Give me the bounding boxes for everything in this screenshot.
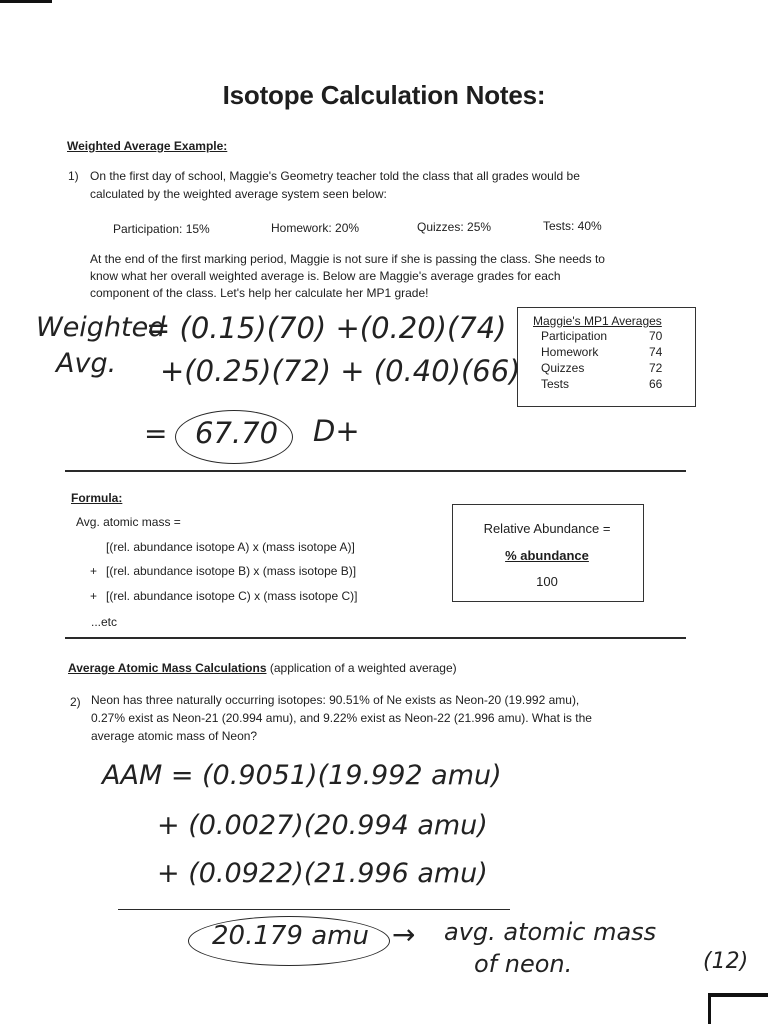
handwritten-sum-line — [118, 909, 510, 910]
handwritten-page-number: (12) — [703, 949, 749, 974]
weight-tests: Tests: 40% — [543, 219, 602, 233]
mp1-row-tests — [541, 377, 671, 391]
neon-question-line-1: Neon has three naturally occurring isotopes: 90.51% of Ne exists as Neon-20 (19.992 amu), — [91, 693, 580, 707]
mp1-row-label: Homework — [541, 345, 599, 359]
page-title: Isotope Calculation Notes: — [222, 80, 546, 110]
formula-line-b: [(rel. abundance isotope B) x (mass isotope B)] — [106, 564, 357, 578]
formula-lead: Avg. atomic mass = — [76, 515, 181, 529]
formula-heading: Formula: — [71, 491, 123, 505]
paragraph-line-1: At the end of the first marking period, Maggie is not sure if she is passing the class. She needs to — [90, 252, 605, 266]
section-divider-1 — [65, 470, 686, 472]
handwritten-avg-label: Avg. — [56, 348, 117, 379]
aam-heading: Average Atomic Mass Calculations — [68, 661, 267, 675]
scan-edge-top-left — [0, 0, 52, 3]
formula-plus-c: + — [90, 589, 98, 603]
relative-abundance-numerator: % abundance — [505, 548, 589, 563]
formula-plus-b: + — [90, 564, 98, 578]
neon-question-line-2: 0.27% exist as Neon-21 (20.994 amu), and 9.22% exist as Neon-22 (21.996 amu). What is the — [91, 711, 592, 725]
aam-heading-line — [68, 660, 457, 676]
weight-quizzes: Quizzes: 25% — [417, 220, 492, 234]
relative-abundance-denominator: 100 — [536, 574, 558, 589]
mp1-row-label: Quizzes — [541, 361, 585, 375]
mp1-row-value: 74 — [649, 345, 663, 359]
handwritten-note-line-2: of neon. — [474, 950, 573, 978]
mp1-row-label: Tests — [541, 377, 570, 391]
intro-line-1: On the first day of school, Maggie's Geometry teacher told the class that all grades would be — [90, 169, 580, 183]
handwritten-aam-result: 20.179 amu — [212, 921, 369, 951]
weighted-example-heading: Weighted Average Example: — [67, 139, 228, 153]
question-number-2: 2) — [70, 695, 81, 709]
mp1-table-title: Maggie's MP1 Averages — [533, 314, 662, 328]
relative-abundance-label: Relative Abundance = — [483, 521, 611, 536]
paragraph-line-3: component of the class. Let's help her calculate her MP1 grade! — [90, 286, 429, 300]
scan-edge-bottom-right-vertical — [708, 993, 711, 1024]
handwritten-arrow: → — [392, 918, 416, 951]
formula-line-a: [(rel. abundance isotope A) x (mass isotope A)] — [106, 540, 355, 554]
intro-line-2: calculated by the weighted average system seen below: — [90, 187, 387, 201]
handwritten-weighted-eq-2: +(0.25)(72) + (0.40)(66) — [160, 354, 521, 388]
handwritten-note-line-1: avg. atomic mass — [444, 918, 657, 946]
weight-homework: Homework: 20% — [271, 221, 360, 235]
handwritten-letter-grade: D+ — [313, 414, 360, 448]
formula-etc: ...etc — [91, 615, 118, 629]
handwritten-equals-sign: = — [144, 417, 168, 450]
weight-participation: Participation: 15% — [113, 222, 210, 236]
mp1-row-value: 70 — [649, 329, 663, 343]
mp1-row-quizzes — [541, 361, 671, 375]
handwritten-aam-eq-1: AAM = (0.9051)(19.992 amu) — [102, 760, 502, 791]
handwritten-weighted-label: Weighted — [36, 312, 166, 343]
mp1-row-value: 66 — [649, 377, 663, 391]
section-divider-2 — [65, 637, 686, 639]
mp1-row-label: Participation — [541, 329, 608, 343]
handwritten-weighted-eq-1: = (0.15)(70) +(0.20)(74) — [146, 311, 507, 345]
formula-line-c: [(rel. abundance isotope C) x (mass isotope C)] — [106, 589, 358, 603]
aam-heading-suffix: (application of a weighted average) — [266, 661, 457, 675]
mp1-row-value: 72 — [649, 361, 663, 375]
mp1-row-homework — [541, 345, 671, 359]
question-number-1: 1) — [68, 169, 79, 183]
scan-edge-bottom-right — [708, 993, 768, 997]
neon-question-line-3: average atomic mass of Neon? — [91, 729, 258, 743]
handwritten-aam-eq-3: + (0.0922)(21.996 amu) — [157, 858, 488, 889]
handwritten-aam-eq-2: + (0.0027)(20.994 amu) — [157, 810, 488, 841]
mp1-row-participation — [541, 329, 671, 343]
paragraph-line-2: know what her overall weighted average is. Below are Maggie's average grades for each — [90, 269, 561, 283]
handwritten-weighted-result: 67.70 — [195, 416, 279, 450]
